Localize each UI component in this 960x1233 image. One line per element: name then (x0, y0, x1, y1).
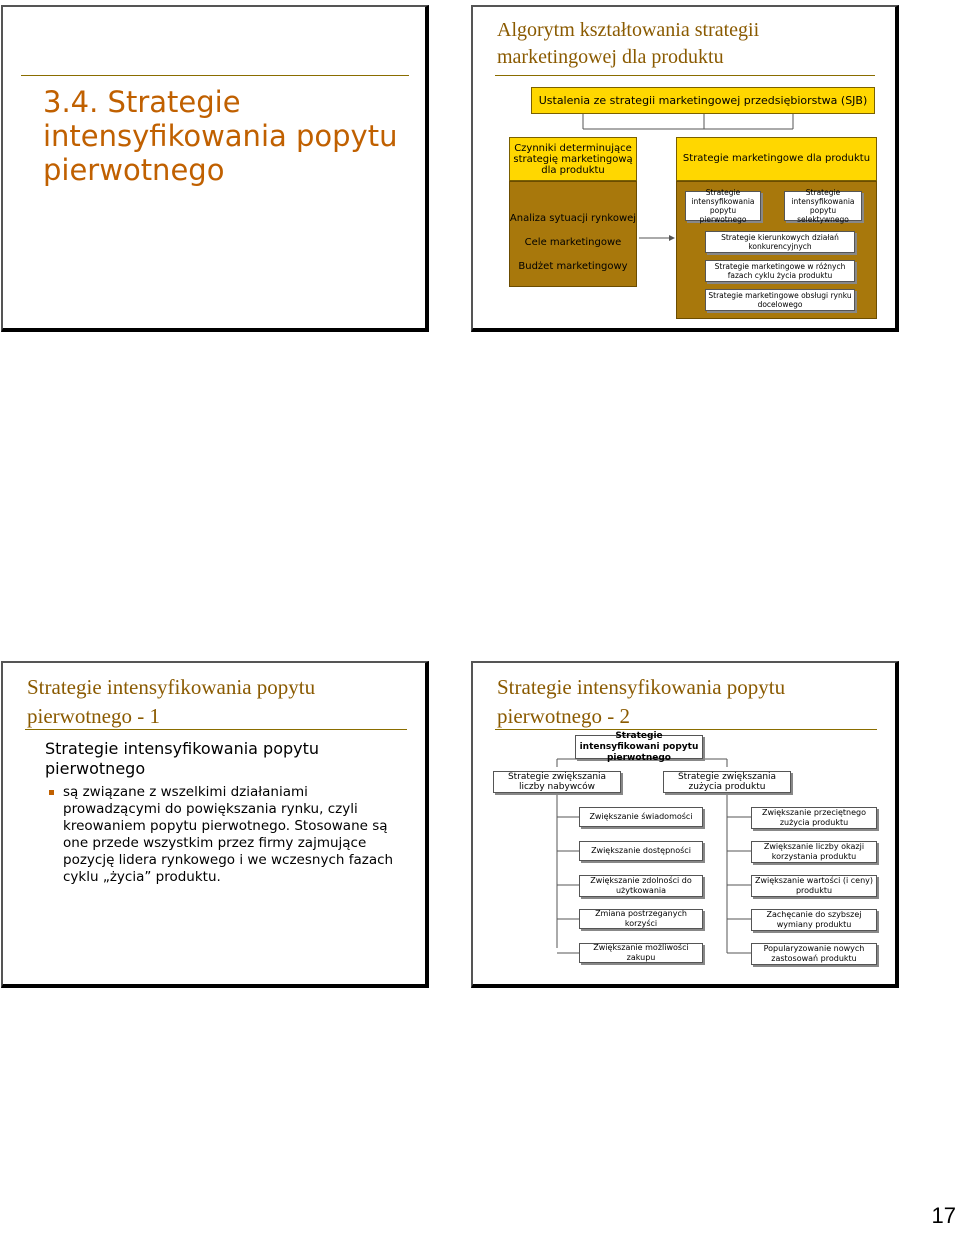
factor-cele: Cele marketingowe (524, 237, 622, 248)
slide-4-title: Strategie intensyfikowania popytu pierwotnego - 2 (497, 675, 786, 728)
title-rule (25, 729, 407, 730)
box-popytu-pierwotnego: Strategie intensyfikowania popytu pierwotnego (685, 191, 761, 221)
branch-liczby-nabywcow: Strategie zwiększania liczby nabywców (493, 771, 621, 793)
factor-analiza: Analiza sytuacji rynkowej (509, 213, 637, 224)
item-przecietnego-zuzycia: Zwiększanie przeciętnego zużycia produktu (751, 807, 877, 829)
page-number: 17 (931, 1203, 956, 1228)
branch-zuzycia-produktu: Strategie zwiększania zużycia produktu (663, 771, 791, 793)
slide-3-title: Strategie intensyfikowania popytu pierwotnego - 1 (27, 675, 316, 728)
slide-2-title: Algorytm kształtowania strategii marketingowej dla produktu (497, 19, 760, 68)
box-obslugi: Strategie marketingowe obsługi rynku docelowego (705, 289, 855, 311)
slide-2 (471, 5, 899, 332)
root-box: Strategie intensyfikowani popytu pierwotnego (575, 735, 703, 759)
slide-3-subtitle: Strategie intensyfikowania popytu pierwotnego (45, 739, 320, 778)
box-fazach: Strategie marketingowe w różnych fazach cyklu życia produktu (705, 260, 855, 282)
box-popytu-selektywnego: Strategie intensyfikowania popytu selektywnego (784, 191, 862, 221)
item-nowych-zastosowan: Popularyzowanie nowych zastosowań produktu (751, 943, 877, 965)
factor-budzet: Budżet marketingowy (518, 261, 628, 272)
title-rule (21, 75, 409, 76)
strategies-header: Strategie marketingowe dla produktu (676, 137, 877, 181)
slide-3-bullet: są związane z wszelkimi działaniami prowadzącymi do powiększania rynku, czyli kreowaniem popytu pierwotnego. Stosowane są one przede wszystkim przez firmy zajmujące pozycję lidera rynkowego i we wczesnych fazach cyklu „życia” produktu. (63, 784, 394, 885)
item-wartosci-ceny: Zwiększanie wartości (i ceny) produktu (751, 875, 877, 897)
slide-1 (1, 5, 429, 332)
sjb-box: Ustalenia ze strategii marketingowej przedsiębiorstwa (SJB) (531, 87, 875, 114)
slide-1-title: 3.4. Strategie intensyfikowania popytu pierwotnego (43, 85, 398, 187)
item-mozliwosci-zakupu: Zwiększanie możliwości zakupu (579, 943, 703, 963)
slide-4 (471, 661, 899, 988)
item-korzysci: Zmiana postrzeganych korzyści (579, 909, 703, 929)
slide-3 (1, 661, 429, 988)
item-swiadomosci: Zwiększanie świadomości (579, 807, 703, 827)
bullet-square-icon (49, 790, 54, 795)
factors-header: Czynniki determinujące strategię marketingową dla produktu (509, 137, 637, 181)
item-liczby-okazji: Zwiększanie liczby okazji korzystania produktu (751, 841, 877, 863)
item-szybszej-wymiany: Zachęcanie do szybszej wymiany produktu (751, 909, 877, 931)
item-dostepnosci: Zwiększanie dostępności (579, 841, 703, 861)
item-zdolnosci: Zwiększanie zdolności do użytkowania (579, 875, 703, 897)
box-kierunkowych: Strategie kierunkowych działań konkurencyjnych (705, 231, 855, 253)
